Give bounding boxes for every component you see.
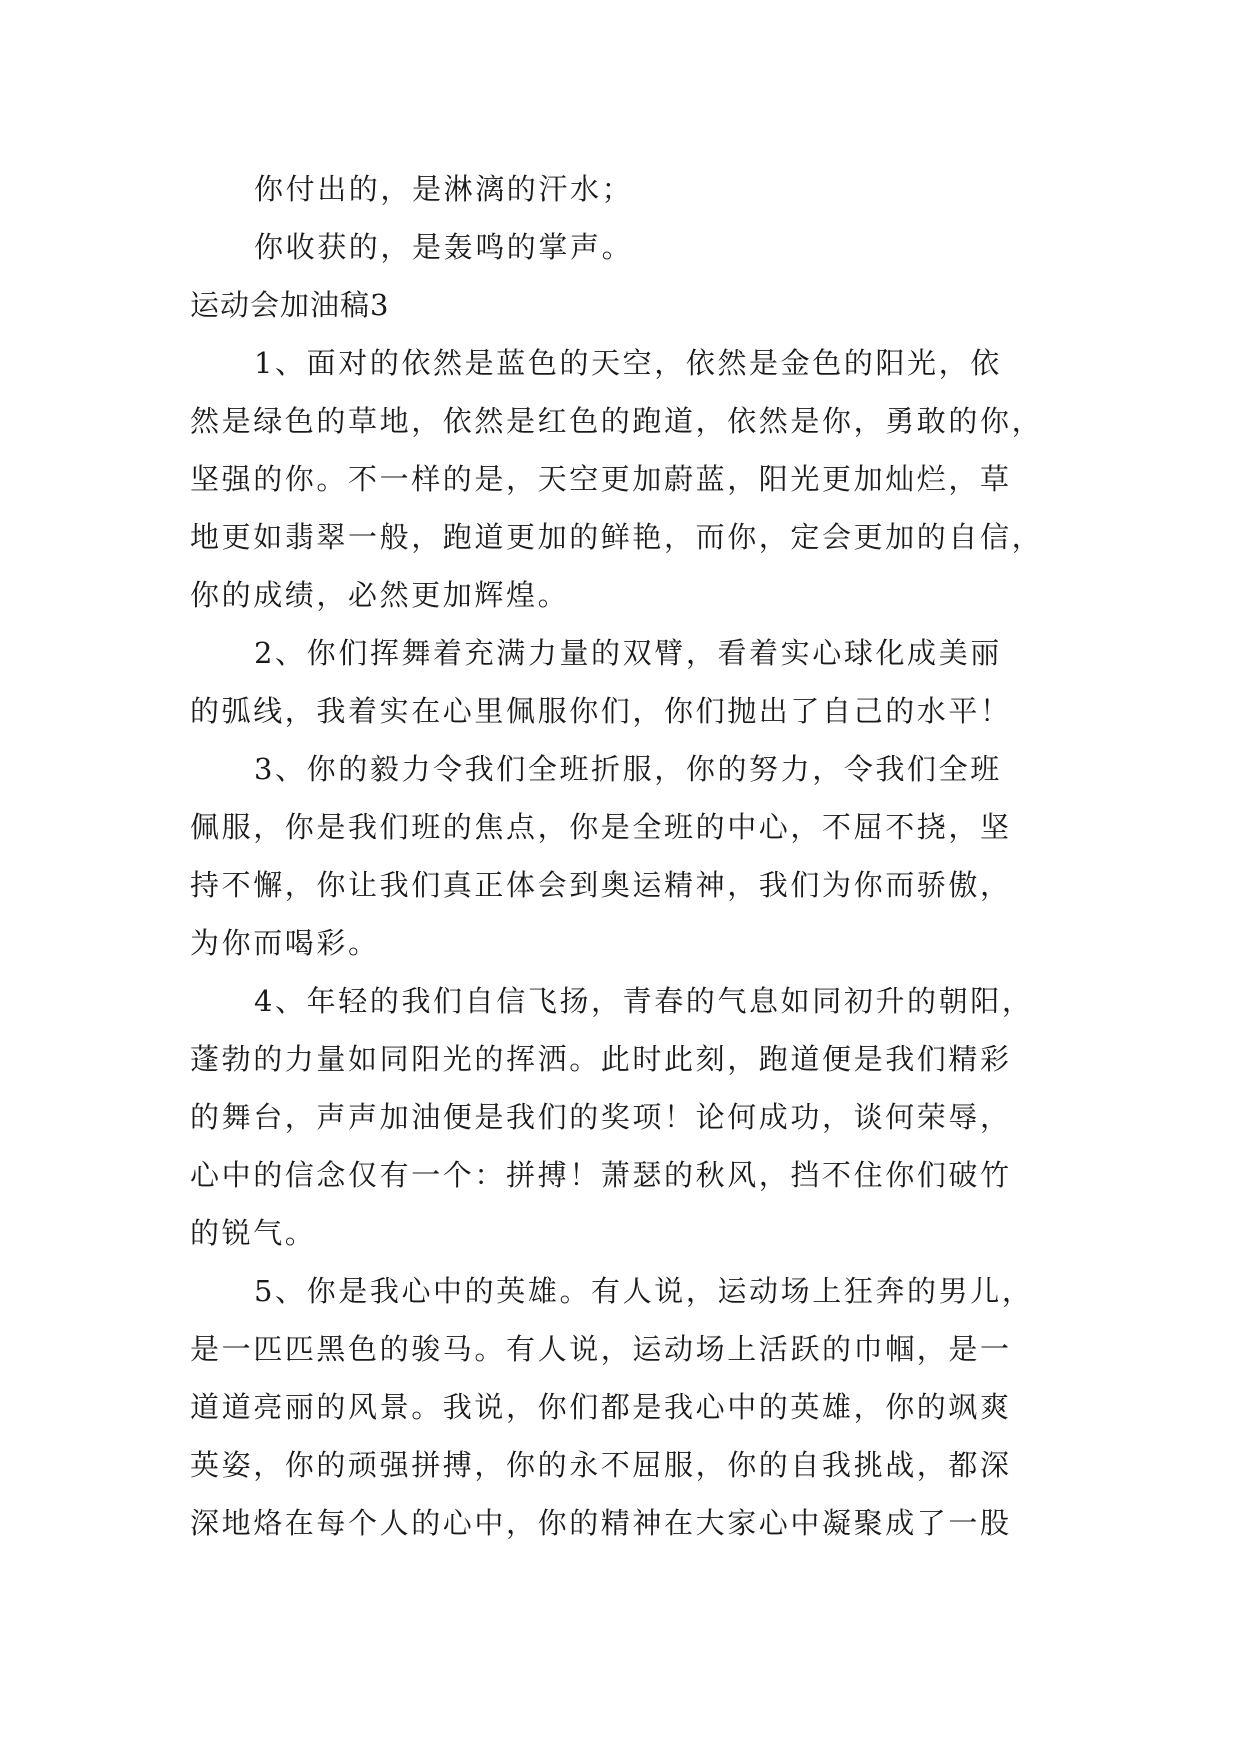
paragraph-2-line: 2、你们挥舞着充满力量的双臂，看着实心球化成美丽: [254, 636, 1002, 670]
paragraph-1-line: 坚强的你。不一样的是，天空更加蔚蓝，阳光更加灿烂，草: [190, 462, 1012, 496]
paragraph-1-line: 地更如翡翠一般，跑道更加的鲜艳，而你，定会更加的自信，: [190, 520, 1044, 554]
paragraph-5-line: 是一匹匹黑色的骏马。有人说，运动场上活跃的巾帼，是一: [190, 1332, 1012, 1366]
paragraph-5-line: 英姿，你的顽强拼搏，你的永不屈服，你的自我挑战，都深: [190, 1448, 1012, 1482]
paragraph-4-line: 的锐气。: [190, 1216, 317, 1250]
paragraph-3-line: 3、你的毅力令我们全班折服，你的努力，令我们全班: [254, 752, 1002, 786]
paragraph-4-line: 蓬勃的力量如同阳光的挥洒。此时此刻，跑道便是我们精彩: [190, 1042, 1012, 1076]
body-text: [190, 160, 1050, 1552]
paragraph-4-line: 的舞台，声声加油便是我们的奖项！论何成功，谈何荣辱，: [190, 1100, 1012, 1134]
paragraph-1-line: 1、面对的依然是蓝色的天空，依然是金色的阳光，依: [254, 346, 1002, 380]
paragraph-5-line: 道道亮丽的风景。我说，你们都是我心中的英雄，你的飒爽: [190, 1390, 1012, 1424]
paragraph-2-line: 的弧线，我着实在心里佩服你们，你们抛出了自己的水平！: [190, 694, 1012, 728]
paragraph-5-line: 深地烙在每个人的心中，你的精神在大家心中凝聚成了一股: [190, 1506, 1012, 1540]
paragraph-1-line: 你的成绩，必然更加辉煌。: [190, 578, 570, 612]
text-line: 你付出的，是淋漓的汗水；: [254, 172, 634, 206]
paragraph-1-line: 然是绿色的草地，依然是红色的跑道，依然是你，勇敢的你，: [190, 404, 1044, 438]
text-line: 你收获的，是轰鸣的掌声。: [254, 230, 634, 264]
paragraph-4-line: 心中的信念仅有一个：拼搏！萧瑟的秋风，挡不住你们破竹: [190, 1158, 1012, 1192]
paragraph-5-line: 5、你是我心中的英雄。有人说，运动场上狂奔的男儿，: [254, 1274, 1034, 1308]
paragraph-3-line: 为你而喝彩。: [190, 926, 380, 960]
section-heading: 运动会加油稿3: [190, 288, 390, 322]
paragraph-3-line: 佩服，你是我们班的焦点，你是全班的中心，不屈不挠，坚: [190, 810, 1012, 844]
paragraph-4-line: 4、年轻的我们自信飞扬，青春的气息如同初升的朝阳，: [254, 984, 1034, 1018]
paragraph-3-line: 持不懈，你让我们真正体会到奥运精神，我们为你而骄傲，: [190, 868, 1012, 902]
